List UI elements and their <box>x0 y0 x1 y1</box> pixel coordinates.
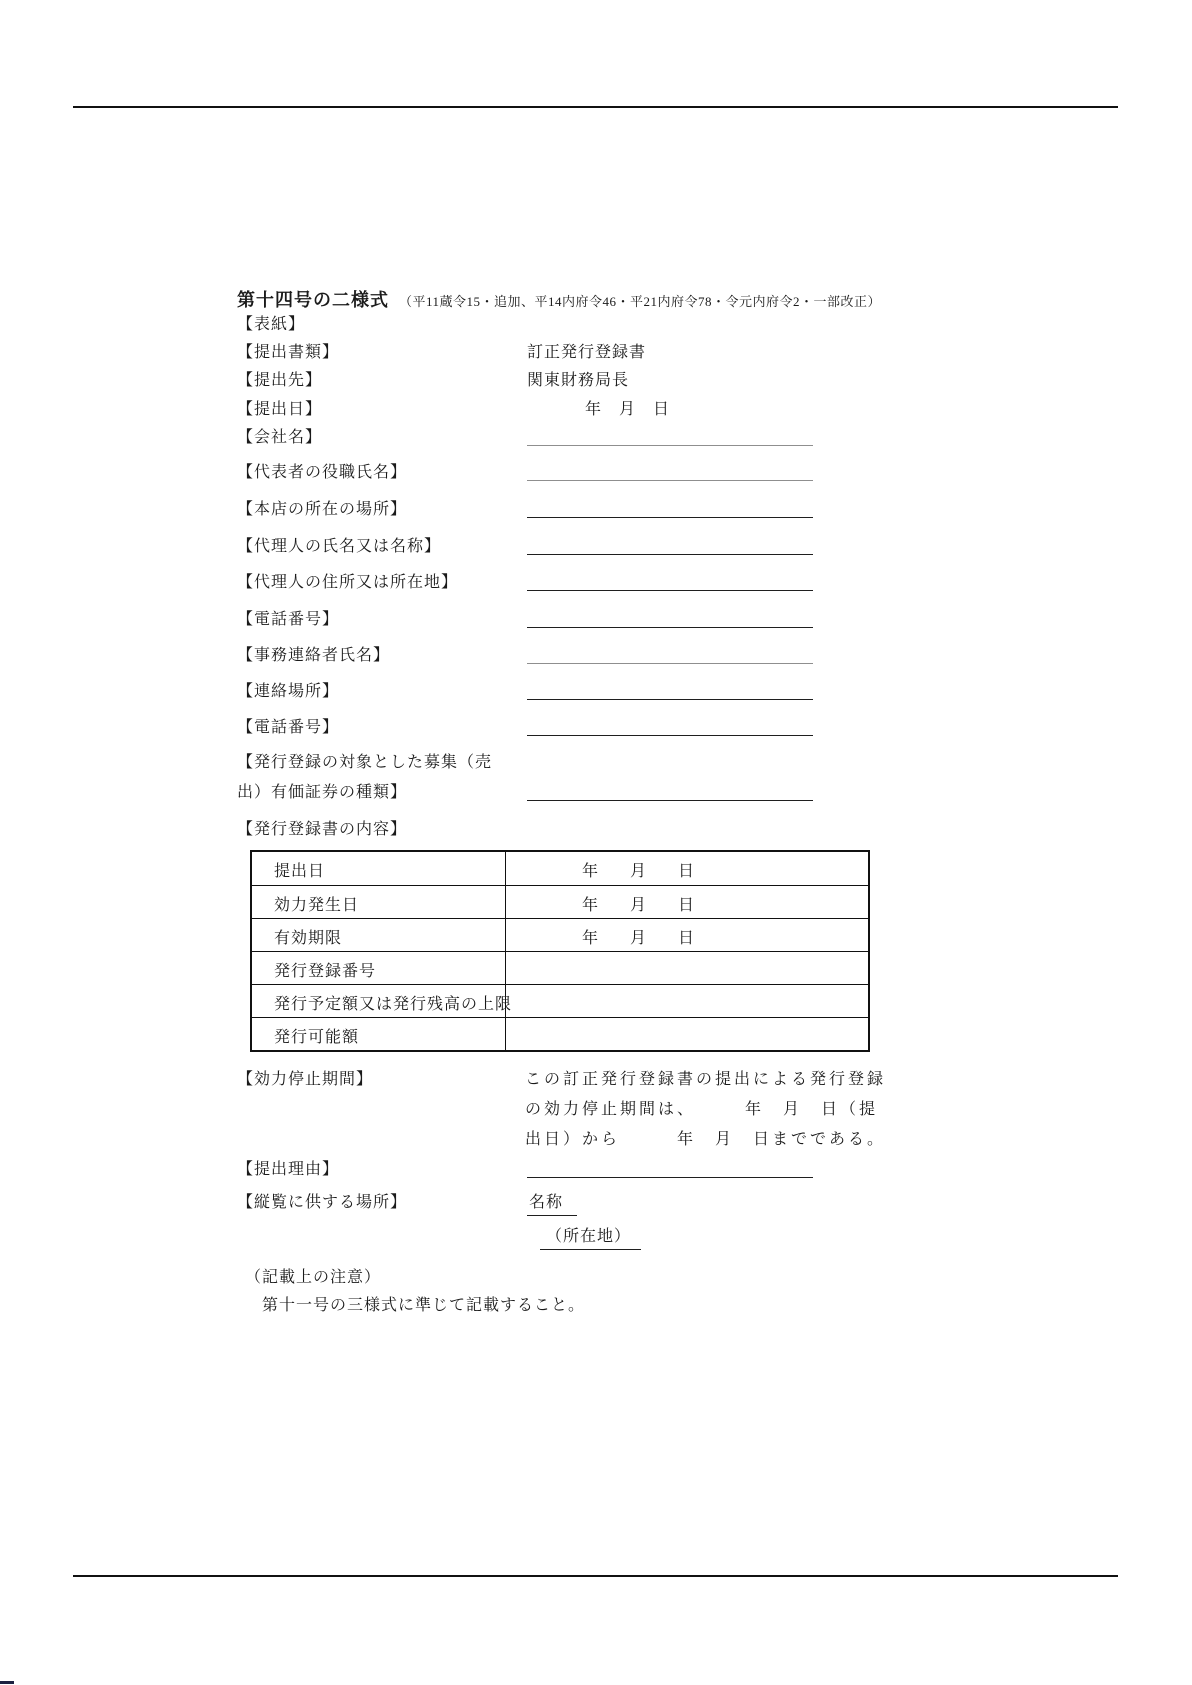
form-number: 第十四号の二様式 <box>237 290 389 310</box>
table-row <box>252 918 868 951</box>
table-row-value: 年 月 日 <box>582 930 695 947</box>
table-row-value: 年 月 日 <box>582 897 695 914</box>
registration-table <box>250 850 870 1052</box>
table-row-label: 効力発生日 <box>252 886 506 918</box>
scan-artifact <box>0 1681 14 1684</box>
fill-line-phone-number-2 <box>527 735 813 736</box>
field-row-phone-number-2 <box>237 718 339 738</box>
field-row-securities-type-line1 <box>237 753 492 773</box>
suspension-text-line2: の効力停止期間は、 年 月 日（提 <box>525 1101 879 1118</box>
notes-heading: （記載上の注意） <box>245 1269 382 1286</box>
field-label: 【表紙】 <box>237 316 306 333</box>
field-row-head-office <box>237 500 407 520</box>
field-label: 【効力停止期間】 <box>237 1071 374 1088</box>
field-label: 【代理人の氏名又は名称】 <box>237 538 442 555</box>
table-row <box>252 885 868 918</box>
field-label: 出）有価証券の種類】 <box>237 784 408 801</box>
field-row-registration-contents <box>237 820 407 840</box>
table-row-value <box>506 985 868 1017</box>
top-rule <box>73 106 1118 108</box>
field-label: 【提出書類】 <box>237 344 340 361</box>
inspection-location <box>540 1227 641 1250</box>
field-row-company-name <box>237 428 322 448</box>
table-row <box>252 951 868 984</box>
field-label: 【本店の所在の場所】 <box>237 501 408 518</box>
field-label: 【発行登録書の内容】 <box>237 821 408 838</box>
field-label: 【提出日】 <box>237 401 323 418</box>
field-label: 【連絡場所】 <box>237 683 340 700</box>
field-label: 【電話番号】 <box>237 611 340 628</box>
field-label: 【提出理由】 <box>237 1161 340 1178</box>
fill-line-contact-place <box>527 699 813 700</box>
suspension-text-line3: 出日）から 年 月 日までである。 <box>525 1131 887 1148</box>
fill-line-representative <box>527 480 813 481</box>
fill-line-agent-name <box>527 554 813 555</box>
field-row-contact-place <box>237 682 339 702</box>
field-value: 訂正発行登録書 <box>527 344 647 361</box>
table-row-label: 発行登録番号 <box>252 952 506 984</box>
field-row-reason <box>237 1160 339 1180</box>
field-row-inspection-place <box>237 1193 407 1213</box>
fill-line-phone-number <box>527 627 813 628</box>
field-row-agent-address <box>237 573 458 593</box>
table-row-value <box>506 952 868 984</box>
field-label: 【事務連絡者氏名】 <box>237 647 391 664</box>
field-row-submission-date <box>237 400 671 420</box>
field-row-document-type <box>237 343 647 363</box>
table-row <box>252 984 868 1017</box>
field-value: 年 月 日 <box>585 401 671 418</box>
fill-line-agent-address <box>527 590 813 591</box>
field-label: 【会社名】 <box>237 429 323 446</box>
table-row-value: 年 月 日 <box>582 863 695 880</box>
field-row-suspension-period <box>237 1070 373 1090</box>
inspection-name-label: 名称 <box>527 1193 577 1216</box>
field-row-phone-number <box>237 610 339 630</box>
field-row-agent-name <box>237 537 441 557</box>
table-row <box>252 1017 868 1050</box>
fill-line-company-name <box>527 445 813 446</box>
suspension-text-line1: この訂正発行登録書の提出による発行登録 <box>525 1071 887 1088</box>
field-label: 【代表者の役職氏名】 <box>237 464 408 481</box>
table-row <box>252 852 868 885</box>
fill-line-reason <box>527 1177 813 1178</box>
table-row-label: 提出日 <box>252 852 506 885</box>
table-row-label: 発行予定額又は発行残高の上限 <box>252 985 506 1017</box>
fill-line-securities-type <box>527 800 813 801</box>
inspection-location-label: （所在地） <box>540 1227 641 1250</box>
field-label: 【電話番号】 <box>237 719 340 736</box>
bottom-rule <box>73 1575 1118 1577</box>
form-title-line <box>237 286 881 312</box>
notes-body: 第十一号の三様式に準じて記載すること。 <box>262 1297 586 1314</box>
amendment-note: （平11蔵令15・追加、平14内府令46・平21内府令78・令元内府令2・一部改正） <box>399 294 882 309</box>
field-row-clerical-contact <box>237 646 390 666</box>
table-row-label: 有効期限 <box>252 919 506 951</box>
field-label: 【縦覧に供する場所】 <box>237 1194 408 1211</box>
table-row-label: 発行可能額 <box>252 1018 506 1050</box>
field-row-securities-type-line2 <box>237 783 407 803</box>
table-row-value <box>506 1018 868 1050</box>
field-label: 【代理人の住所又は所在地】 <box>237 574 459 591</box>
field-label: 【提出先】 <box>237 372 323 389</box>
field-row-cover <box>237 315 305 335</box>
fill-line-head-office <box>527 517 813 518</box>
field-row-submitted-to <box>237 371 630 391</box>
fill-line-clerical-contact <box>527 663 813 664</box>
field-value: 関東財務局長 <box>527 372 630 389</box>
field-row-representative <box>237 463 407 483</box>
inspection-name <box>527 1193 577 1216</box>
field-label: 【発行登録の対象とした募集（売 <box>237 754 493 771</box>
